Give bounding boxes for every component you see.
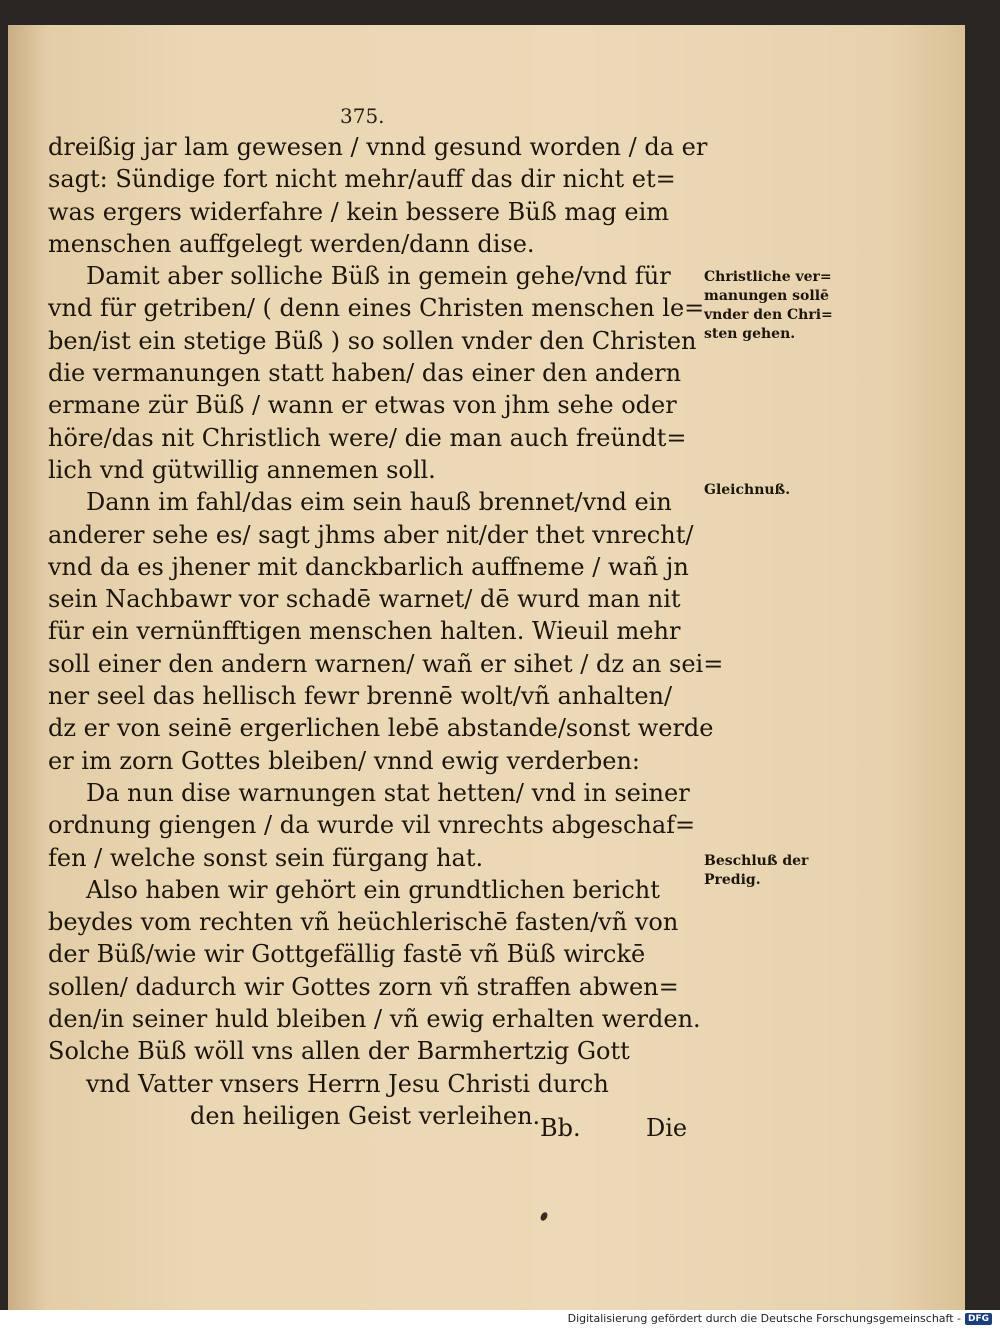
text-line: für ein vernünfftigen menschen halten. Wieuil mehr xyxy=(48,617,681,646)
footer-text: Digitalisierung gefördert durch die Deutsche Forschungsgemeinschaft - xyxy=(567,1312,961,1325)
text-line: dz er von seinē ergerlichen lebē abstande/sonst werde xyxy=(48,714,714,743)
text-line: dreißig jar lam gewesen / vnnd gesund worden / da er xyxy=(48,133,708,161)
text-line: Dann im fahl/das eim sein hauß brennet/vnd ein xyxy=(86,488,672,517)
text-line: vnd für getriben/ ( denn eines Christen menschen le= xyxy=(48,294,705,323)
text-line: ner seel das hellisch fewr brennē wolt/vñ anhalten/ xyxy=(48,682,673,711)
dfg-logo: DFG xyxy=(965,1313,992,1325)
text-line: vnd da es jhener mit danckbarlich auffneme / wañ jn xyxy=(48,552,689,581)
text-line: er im zorn Gottes bleiben/ vnnd ewig verderben: xyxy=(48,746,640,775)
margin-note-line: sten gehen. xyxy=(704,326,796,342)
text-line: Damit aber solliche Büß in gemein gehe/vnd für xyxy=(86,262,671,291)
margin-note-line: vnder den Chri= xyxy=(704,307,833,323)
margin-note-1 xyxy=(704,268,844,344)
signature-mark: Bb. xyxy=(540,1114,581,1142)
text-line: Da nun dise warnungen stat hetten/ vnd in seiner xyxy=(86,778,690,807)
text-line: den/in seiner huld bleiben / vñ ewig erhalten werden. xyxy=(48,1005,701,1034)
text-line: Solche Büß wöll vns allen der Barmhertzig Gott xyxy=(48,1037,630,1066)
margin-note-line: Christliche ver= xyxy=(704,269,832,285)
text-line: die vermanungen statt haben/ das einer den andern xyxy=(48,359,682,388)
margin-note-line: Gleichnuß. xyxy=(704,482,791,498)
margin-note-3 xyxy=(704,852,844,890)
text-line: menschen auffgelegt werden/dann dise. xyxy=(48,229,535,258)
text-line: lich vnd gütwillig annemen soll. xyxy=(48,455,436,484)
text-line: vnd Vatter vnsers Herrn Jesu Christi durch xyxy=(86,1069,609,1098)
footer xyxy=(568,1312,992,1325)
text-line: Also haben wir gehört ein grundtlichen bericht xyxy=(86,875,660,904)
text-line: sollen/ dadurch wir Gottes zorn vñ straffen abwen= xyxy=(48,972,679,1001)
text-line: anderer sehe es/ sagt jhms aber nit/der thet vnrecht/ xyxy=(48,520,694,549)
text-line: der Büß/wie wir Gottgefällig fastē vñ Büß wirckē xyxy=(48,940,646,969)
text-line: ben/ist ein stetige Büß ) so sollen vnder den Christen xyxy=(48,326,697,355)
text-line: beydes vom rechten vñ heüchlerischē fasten/vñ von xyxy=(48,908,679,937)
text-line: sein Nachbawr vor schadē warnet/ dē wurd man nit xyxy=(48,585,681,614)
text-line: sagt: Sündige fort nicht mehr/auff das dir nicht et= xyxy=(48,165,676,194)
page-number: 375. xyxy=(340,104,385,128)
text-line: soll einer den andern warnen/ wañ er sihet / dz an sei= xyxy=(48,649,724,678)
text-line: was ergers widerfahre / kein bessere Büß mag eim xyxy=(48,197,670,226)
catchword: Die xyxy=(646,1114,688,1142)
text-line: ordnung giengen / da wurde vil vnrechts abgeschaf= xyxy=(48,811,696,840)
text-line: fen / welche sonst sein fürgang hat. xyxy=(48,843,484,872)
text-line: höre/das nit Christlich were/ die man auch freündt= xyxy=(48,423,687,452)
text-line: den heiligen Geist verleihen. xyxy=(190,1101,541,1130)
margin-note-line: manungen sollē xyxy=(704,288,829,304)
margin-note-line: Beschluß der xyxy=(704,853,809,869)
margin-note-2 xyxy=(704,481,844,500)
body-text xyxy=(48,131,724,1132)
text-line: ermane zür Büß / wann er etwas von jhm sehe oder xyxy=(48,391,677,420)
margin-note-line: Predig. xyxy=(704,872,761,888)
